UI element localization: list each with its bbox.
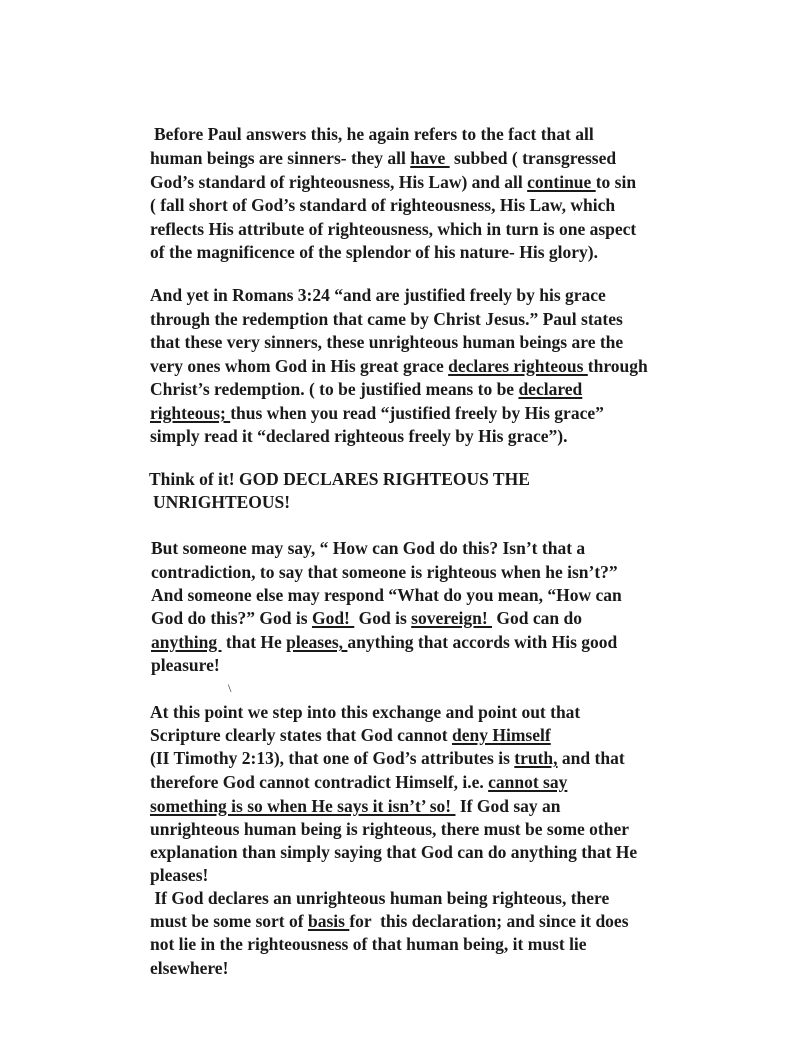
text-segment: through the redemption that came by Christ Jesus.” Paul states [150, 309, 623, 329]
text-segment: anything that accords with His good [347, 632, 618, 652]
text-segment: Think of it! GOD DECLARES RIGHTEOUS THE [149, 469, 530, 489]
text-segment: subbed ( transgressed [449, 148, 617, 168]
text-line [151, 537, 585, 561]
text-line [150, 402, 604, 426]
text-segment: elsewhere! [150, 958, 229, 978]
text-segment: But someone may say, “ How can God do this? Isn’t that a [151, 538, 586, 558]
underlined-text: righteous; [150, 403, 231, 423]
text-line [150, 887, 609, 911]
text-line [150, 818, 629, 842]
text-line [150, 864, 208, 888]
text-segment: reflects His attribute of righteousness, which in turn is one aspect [150, 219, 637, 239]
text-line [151, 561, 618, 585]
text-segment: must be some sort of [150, 911, 308, 931]
text-segment: God’s standard of righteousness, His Law) and all [150, 172, 528, 192]
text-segment: that He [221, 632, 287, 652]
text-line [150, 724, 551, 748]
text-line [154, 123, 594, 147]
text-segment: contradiction, to say that someone is righteous when he isn’t?” [151, 562, 618, 582]
underlined-text: have [410, 148, 450, 168]
text-line [153, 491, 290, 515]
underlined-text: something is so when He says it isn’t’ so! [150, 796, 456, 816]
text-line [150, 771, 567, 795]
text-line [150, 194, 615, 218]
text-segment: If God declares an unrighteous human being righteous, there [150, 888, 610, 908]
text-segment: that these very sinners, these unrighteous human beings are the [150, 332, 624, 352]
text-line [150, 910, 629, 934]
underlined-text: pleases, [286, 632, 348, 652]
text-line [150, 218, 636, 242]
text-segment: And someone else may respond “What do you mean, “How can [151, 585, 622, 605]
text-segment: UNRIGHTEOUS! [153, 492, 291, 512]
text-segment: explanation than simply saying that God can do anything that He [150, 842, 638, 862]
text-segment: pleases! [150, 865, 209, 885]
underlined-text: sovereign! [411, 608, 493, 628]
text-segment: If God say an [455, 796, 561, 816]
text-line [149, 468, 530, 492]
text-line [150, 171, 636, 195]
text-line [151, 607, 582, 631]
underlined-text: continue [527, 172, 596, 192]
text-line [151, 584, 622, 608]
text-line [150, 284, 606, 308]
text-line [150, 147, 616, 171]
text-segment: And yet in Romans 3:24 “and are justified freely by his grace [150, 285, 606, 305]
stray-mark: \ [228, 681, 232, 695]
text-line [151, 654, 220, 678]
text-segment: ( fall short of God’s standard of righteousness, His Law, which [150, 195, 616, 215]
text-segment: through [587, 356, 648, 376]
text-segment: God can do [492, 608, 582, 628]
text-line [150, 378, 582, 402]
text-segment: thus when you read “justified freely by His grace” [230, 403, 604, 423]
text-line [150, 331, 623, 355]
text-line [150, 425, 568, 449]
underlined-text: declares righteous [448, 356, 588, 376]
text-segment: very ones whom God in His great grace [150, 356, 449, 376]
underlined-text: truth, [514, 748, 558, 768]
text-segment: unrighteous human being is righteous, there must be some other [150, 819, 630, 839]
text-line [150, 795, 561, 819]
text-segment: for this declaration; and since it does [349, 911, 629, 931]
text-line [150, 241, 598, 265]
text-segment: to sin [595, 172, 637, 192]
text-segment: therefore God cannot contradict Himself, i.e. [150, 772, 489, 792]
text-segment: pleasure! [151, 655, 220, 675]
text-segment: Before Paul answers this, he again refers to the fact that all [154, 124, 594, 144]
text-segment: Scripture clearly states that God cannot [150, 725, 453, 745]
text-segment: God do this?” God is [151, 608, 312, 628]
text-line [150, 933, 587, 957]
text-line [150, 308, 623, 332]
underlined-text: God! [311, 608, 355, 628]
text-line [150, 355, 648, 379]
underlined-text: deny Himself [452, 725, 551, 745]
text-segment: not lie in the righteousness of that human being, it must lie [150, 934, 587, 954]
text-line [150, 701, 580, 725]
underlined-text: anything [151, 632, 222, 652]
text-line [150, 841, 637, 865]
text-segment: At this point we step into this exchange and point out that [150, 702, 581, 722]
text-segment: God is [354, 608, 412, 628]
text-segment: and that [557, 748, 625, 768]
text-segment: Christ’s redemption. ( to be justified means to be [150, 379, 519, 399]
underlined-text: declared [518, 379, 583, 399]
text-line [150, 957, 228, 981]
text-segment: human beings are sinners- they all [150, 148, 411, 168]
text-segment: (II Timothy 2:13), that one of God’s attributes is [150, 748, 515, 768]
text-line [150, 747, 625, 771]
text-line [151, 631, 617, 655]
text-segment: of the magnificence of the splendor of his nature- His glory). [150, 242, 599, 262]
underlined-text: basis [307, 911, 350, 931]
text-segment: simply read it “declared righteous freely by His grace”). [150, 426, 568, 446]
underlined-text: cannot say [488, 772, 568, 792]
